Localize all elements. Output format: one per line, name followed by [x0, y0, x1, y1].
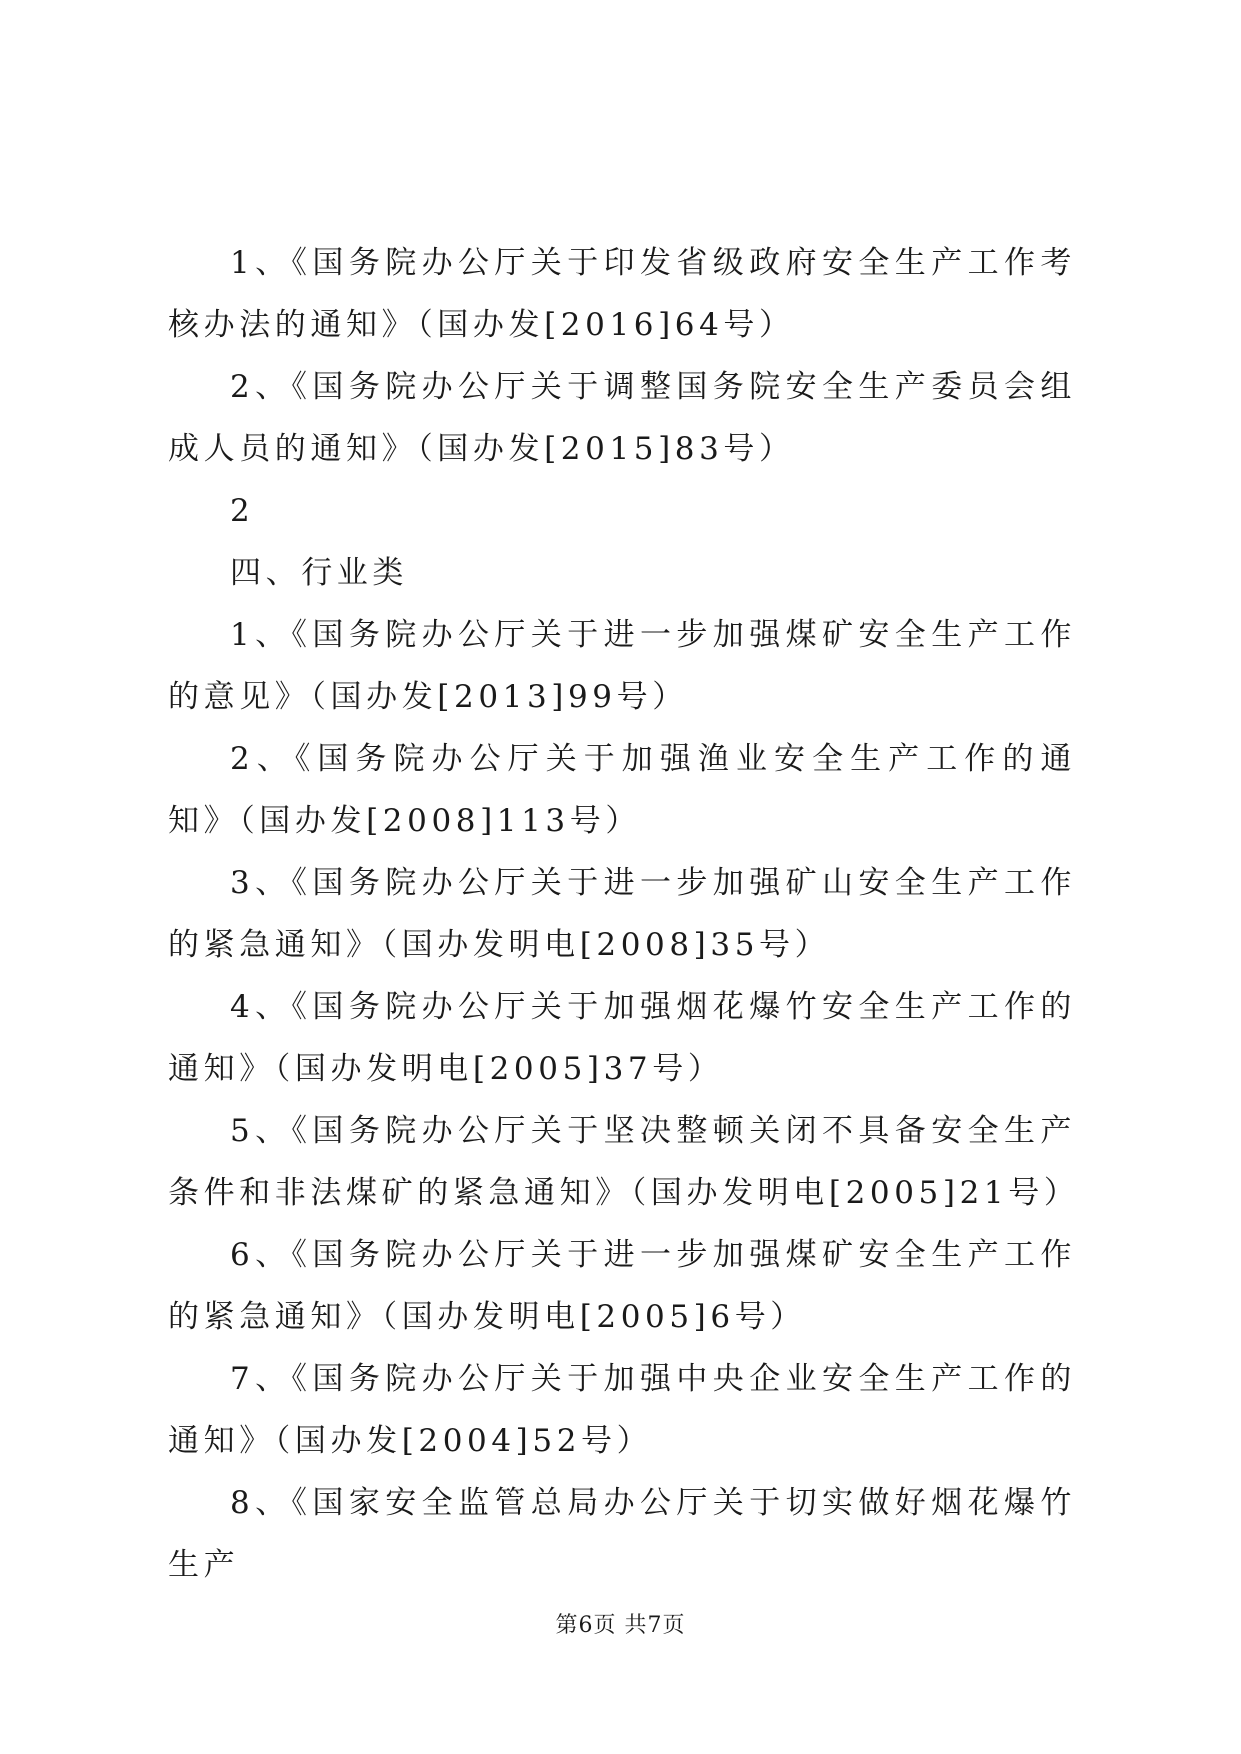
list-item: 1、《国务院办公厅关于印发省级政府安全生产工作考核办法的通知》（国办发[2016]64号）	[168, 245, 1076, 343]
list-item: 8、《国家安全监管总局办公厅关于切实做好烟花爆竹生产	[168, 1485, 1076, 1583]
list-item: 2、《国务院办公厅关于加强渔业安全生产工作的通知》（国办发[2008]113号）	[168, 741, 1076, 839]
list-item: 5、《国务院办公厅关于坚决整顿关闭不具备安全生产条件和非法煤矿的紧急通知》（国办发明电[2005]21号）	[168, 1113, 1080, 1211]
list-item: 3、《国务院办公厅关于进一步加强矿山安全生产工作的紧急通知》（国办发明电[2008]35号）	[168, 865, 1076, 963]
list-item: 2、《国务院办公厅关于调整国务院安全生产委员会组成人员的通知》（国办发[2015]83号）	[168, 369, 1076, 467]
list-item: 7、《国务院办公厅关于加强中央企业安全生产工作的通知》（国办发[2004]52号）	[168, 1361, 1076, 1459]
list-item: 6、《国务院办公厅关于进一步加强煤矿安全生产工作的紧急通知》（国办发明电[2005]6号）	[168, 1237, 1076, 1335]
section-heading: 四、行业类	[230, 555, 408, 591]
list-item: 4、《国务院办公厅关于加强烟花爆竹安全生产工作的通知》（国办发明电[2005]37号）	[168, 989, 1076, 1087]
document-body	[168, 232, 1080, 1596]
page-footer	[0, 1608, 1241, 1639]
page-number-label: 第6页 共7页	[555, 1613, 686, 1638]
page-fragment-number: 2	[230, 493, 255, 529]
list-item: 1、《国务院办公厅关于进一步加强煤矿安全生产工作的意见》（国办发[2013]99号）	[168, 617, 1076, 715]
